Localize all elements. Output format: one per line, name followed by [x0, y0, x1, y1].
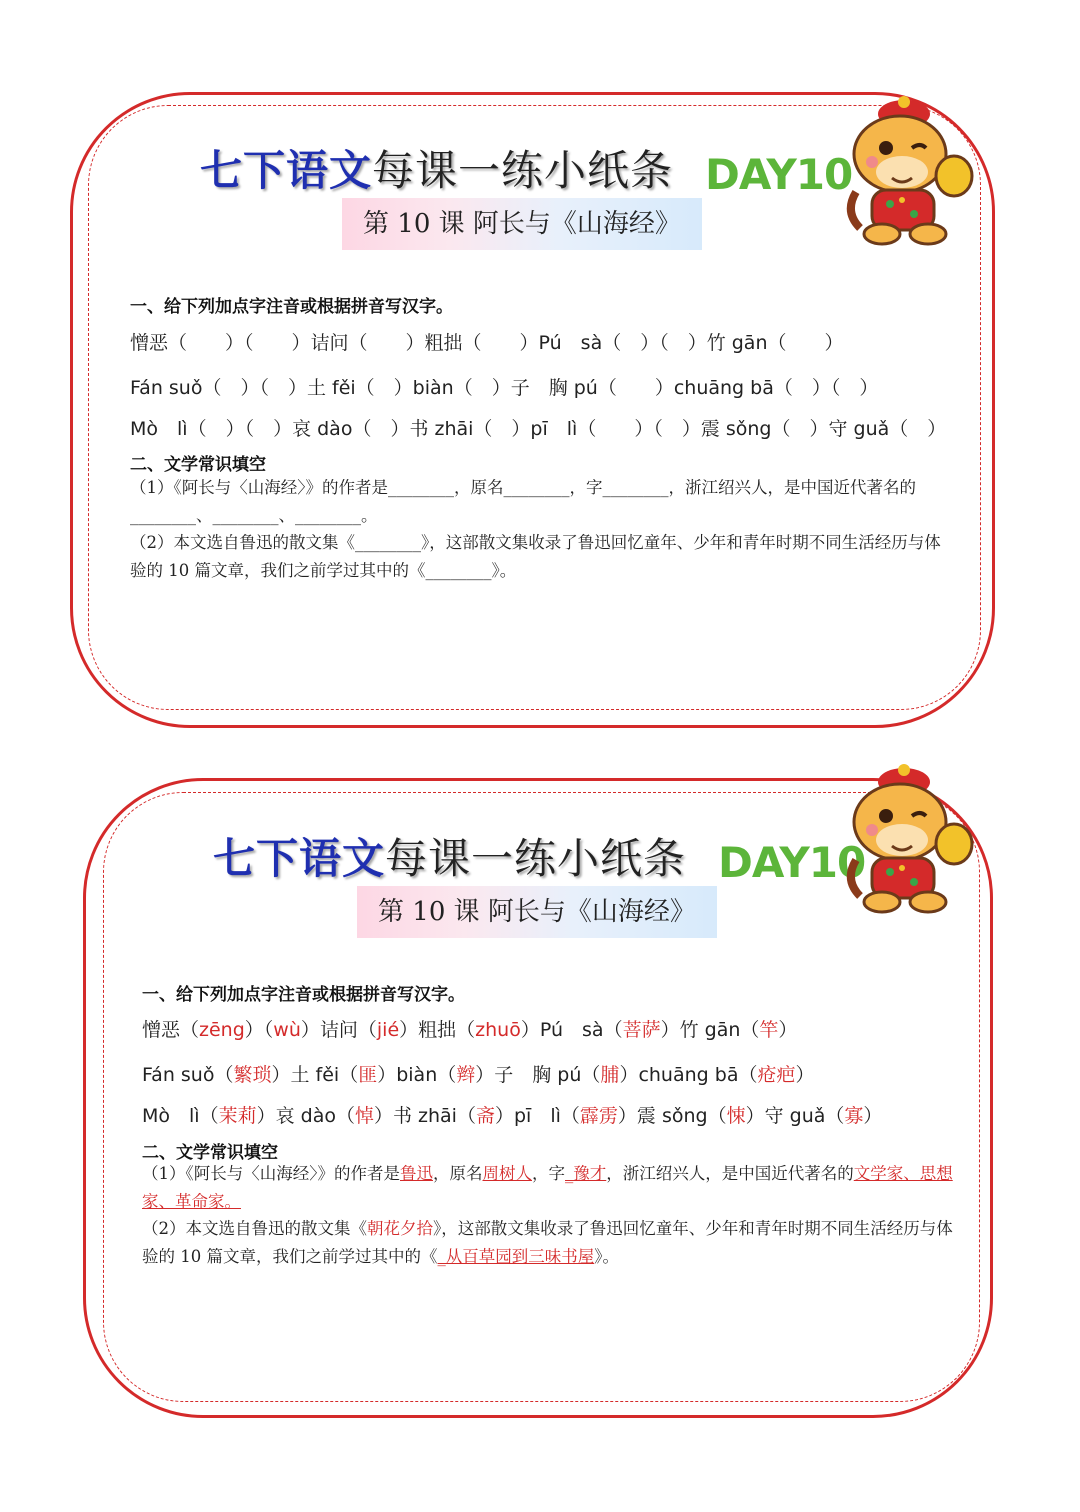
answer-text: ）Pú sà（: [520, 1019, 623, 1041]
answer-text: ，原名: [433, 1164, 483, 1183]
answer-text: Mò lì（: [142, 1105, 219, 1127]
answer-value: 周树人: [482, 1164, 532, 1183]
answer-text: ）守 guǎ（: [745, 1105, 845, 1127]
card-1-title-blue: 七下语文: [200, 146, 373, 195]
card-2-row-3: [142, 1101, 882, 1128]
answer-value: 霹雳: [579, 1105, 618, 1127]
answer-value: 朝花夕拾: [367, 1219, 433, 1238]
answer-value: 茉莉: [218, 1105, 257, 1127]
card-2-section-1-heading: 一、给下列加点字注音或根据拼音写汉字。: [142, 985, 465, 1005]
card-2-title-black: 每课一练小纸条: [385, 834, 687, 883]
card-1-section-1-heading: 一、给下列加点字注音或根据拼音写汉字。: [130, 297, 453, 317]
answer-value: 繁琐: [233, 1064, 272, 1086]
answer-text: （2）本文选自鲁迅的散文集《: [142, 1219, 367, 1238]
card-2-section-2-heading: 二、文学常识填空: [142, 1143, 278, 1163]
card-2-paragraph-2: [142, 1215, 962, 1271]
answer-value: 辫: [456, 1064, 476, 1086]
answer-value: _从百草园到三味书屋: [437, 1247, 595, 1266]
card-1-paragraph-1: （1）《阿长与〈山海经〉》的作者是________，原名________，字________，浙江绍兴人，是中国近代著名的________、________、________。: [130, 478, 916, 525]
answer-value: 脯: [600, 1064, 620, 1086]
answer-text: ）书 zhāi（: [373, 1105, 476, 1127]
card-1-title: [200, 138, 673, 198]
card-1-title-black: 每课一练小纸条: [372, 146, 674, 195]
answer-value: 匪: [358, 1064, 378, 1086]
card-1-row-2: Fán suǒ（ ）（ ）土 fěi（ ）biàn（ ）子 胸 pú（ ）chuāng bā（ ）（ ）: [130, 377, 879, 399]
answer-value: 文学家、思想家、革命家。: [142, 1164, 953, 1211]
card-1-row-3: Mò lì（ ）（ ）哀 dào（ ）书 zhāi（ ）pī lì（ ）（ ）震 sǒng（ ）守 guǎ（ ）: [130, 418, 947, 440]
answer-value: wù: [273, 1019, 301, 1041]
answer-value: jié: [376, 1019, 400, 1041]
answer-text: ）粗拙（: [399, 1019, 476, 1041]
card-1-day-label: DAY10: [705, 150, 853, 199]
answer-text: ）chuāng bā（: [619, 1064, 758, 1086]
horse-mascot-icon: [842, 760, 977, 920]
answer-text: ）pī lì（: [494, 1105, 580, 1127]
answer-text: ）: [778, 1019, 798, 1041]
answer-value: 疮疤: [757, 1064, 796, 1086]
answer-value: _豫才: [565, 1164, 607, 1183]
answer-value: 鲁迅: [400, 1164, 433, 1183]
card-2-title: [213, 826, 686, 886]
answer-value: zhuō: [475, 1019, 521, 1041]
answer-text: ）: [863, 1105, 883, 1127]
answer-value: 菩萨: [622, 1019, 661, 1041]
answer-text: 》。: [594, 1247, 619, 1266]
answer-value: 斋: [475, 1105, 495, 1127]
card-2-row-2: [142, 1060, 815, 1087]
answer-value: 悼: [354, 1105, 374, 1127]
answer-text: ）哀 dào（: [256, 1105, 355, 1127]
answer-value: 寡: [844, 1105, 864, 1127]
answer-text: ）竹 gān（: [660, 1019, 760, 1041]
answer-text: 》，这部散文集收录了鲁迅回忆童年、少年和青年时期不同生活经历与体验的 10 篇文章，我们之前学过其中的《: [142, 1219, 953, 1266]
answer-text: ）震 sǒng（: [617, 1105, 727, 1127]
answer-text: ，浙江绍兴人，是中国近代著名的: [606, 1164, 854, 1183]
answer-value: 悚: [726, 1105, 746, 1127]
card-1-row-1: 憎恶（ ）（ ）诘问（ ）粗拙（ ）Pú sà（ ）（ ）竹 gān（ ）: [130, 332, 844, 354]
card-2-lesson-title: 第 10 课 阿长与《山海经》: [357, 886, 717, 938]
answer-value: zēng: [199, 1019, 245, 1041]
answer-text: ，字: [532, 1164, 565, 1183]
card-2-day-label: DAY10: [718, 838, 866, 887]
answer-text: ）: [795, 1064, 815, 1086]
card-1-section-2-heading: 二、文学常识填空: [130, 455, 266, 475]
answer-text: ）土 fěi（: [271, 1064, 359, 1086]
answer-text: （1）《阿长与〈山海经〉》的作者是: [142, 1164, 400, 1183]
card-2-row-1: [142, 1015, 797, 1042]
answer-text: ）子 胸 pú（: [475, 1064, 601, 1086]
answer-text: ）诘问（: [300, 1019, 377, 1041]
answer-text: ）（: [244, 1019, 274, 1041]
card-2-paragraph-1: [142, 1160, 962, 1216]
card-1-paragraph-2: （2）本文选自鲁迅的散文集《________》，这部散文集收录了鲁迅回忆童年、少年和青年时期不同生活经历与体验的 10 篇文章，我们之前学过其中的《________》。: [130, 533, 941, 580]
card-1-lesson-title: 第 10 课 阿长与《山海经》: [342, 198, 702, 250]
answer-text: Fán suǒ（: [142, 1064, 234, 1086]
answer-text: 憎恶（: [142, 1019, 200, 1041]
card-2-title-blue: 七下语文: [213, 834, 386, 883]
answer-value: 竿: [759, 1019, 779, 1041]
answer-text: ）biàn（: [377, 1064, 457, 1086]
horse-mascot-icon: [842, 92, 977, 252]
